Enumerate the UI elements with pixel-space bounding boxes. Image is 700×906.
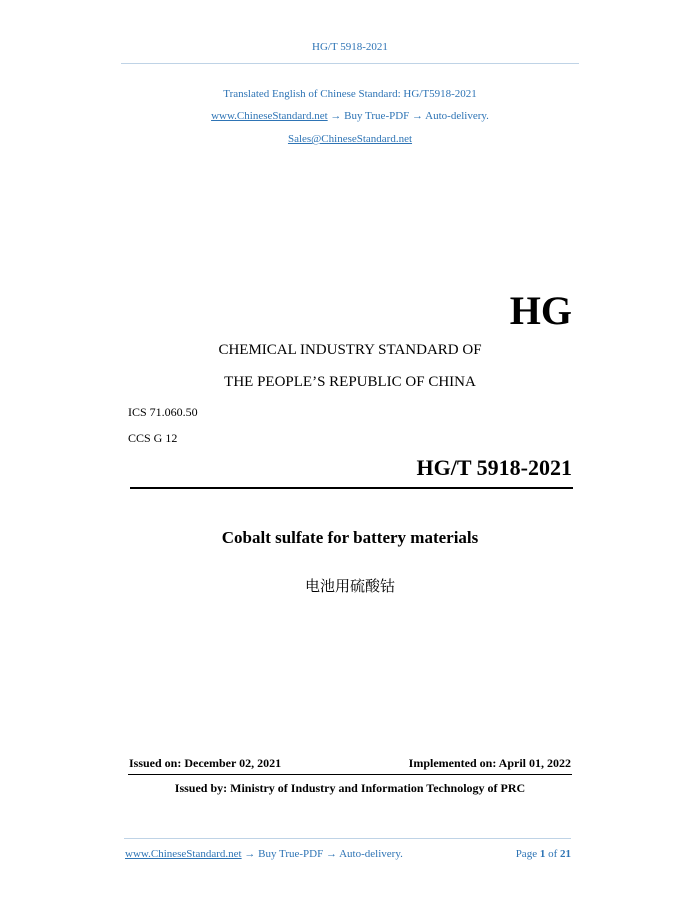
page-current: 1	[539, 848, 546, 860]
implemented-on-date: Implemented on: April 01, 2022	[408, 756, 571, 770]
buy-text: → Buy True-PDF → Auto-delivery.	[327, 110, 489, 122]
header-divider	[121, 63, 579, 64]
page-indicator	[516, 848, 571, 860]
email-line	[0, 133, 700, 145]
page-total: 21	[560, 848, 571, 860]
title-divider	[130, 487, 573, 489]
footer-site-link[interactable]: www.ChineseStandard.net	[125, 848, 242, 860]
page-label: Page	[515, 848, 538, 860]
issuing-authority: Issued by: Ministry of Industry and Information Technology of PRC	[174, 781, 526, 795]
footer-buy-text: → Buy True-PDF → Auto-delivery.	[241, 848, 403, 860]
standard-type-line1: CHEMICAL INDUSTRY STANDARD OF	[218, 342, 482, 358]
document-title-zh: 电池用硫酸钴	[304, 577, 395, 595]
email-link[interactable]: Sales@ChineseStandard.net	[287, 133, 413, 145]
ics-code: ICS 71.060.50	[128, 405, 198, 419]
hg-mark: HG	[509, 288, 572, 333]
standard-number: HG/T 5918-2021	[416, 455, 572, 480]
issued-on-date: Issued on: December 02, 2021	[129, 756, 282, 770]
issue-divider	[128, 774, 572, 775]
site-link[interactable]: www.ChineseStandard.net	[211, 110, 328, 122]
document-title-en: Cobalt sulfate for battery materials	[221, 528, 479, 547]
footer-divider	[124, 838, 571, 839]
page-of: of	[548, 848, 558, 860]
standard-type-line2: THE PEOPLE’S REPUBLIC OF CHINA	[224, 374, 476, 390]
running-header: HG/T 5918-2021	[312, 41, 388, 53]
ccs-code: CCS G 12	[128, 431, 178, 445]
translation-notice: Translated English of Chinese Standard: HG/T5918-2021	[223, 88, 477, 100]
footer-buy-line	[125, 848, 403, 860]
buy-line	[0, 110, 700, 122]
